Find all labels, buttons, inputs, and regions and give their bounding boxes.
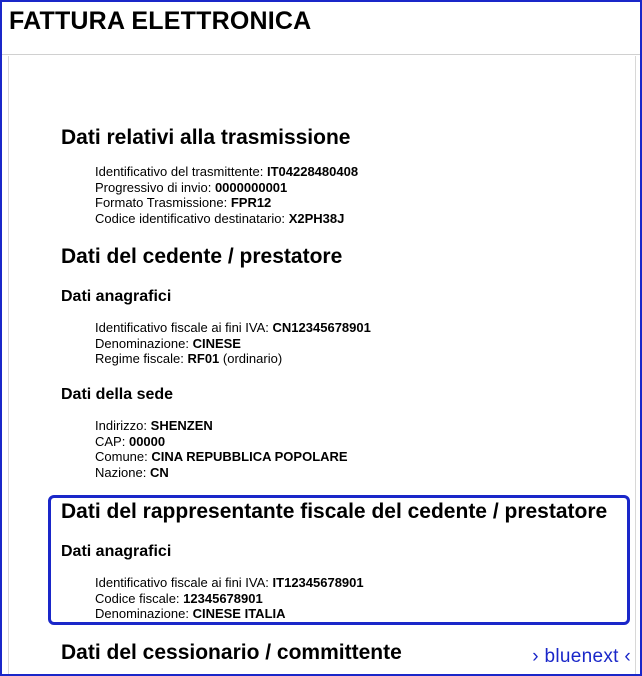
section-heading-trasmissione: Dati relativi alla trasmissione bbox=[61, 126, 351, 149]
bluenext-logo bbox=[532, 646, 631, 668]
field-row bbox=[95, 180, 358, 196]
section-heading-cessionario: Dati del cessionario / committente bbox=[61, 641, 402, 664]
field-row bbox=[95, 418, 348, 434]
field-label: Nazione: bbox=[95, 464, 147, 480]
field-row bbox=[95, 320, 371, 336]
field-value: CINA REPUBBLICA POPOLARE bbox=[151, 449, 348, 464]
field-value: SHENZEN bbox=[150, 418, 213, 433]
field-label: Codice identificativo destinatario: bbox=[95, 210, 286, 226]
field-value: CN12345678901 bbox=[272, 320, 371, 335]
field-value: 00000 bbox=[128, 433, 166, 449]
field-label: Formato Trasmissione: bbox=[95, 195, 228, 210]
field-label: Identificativo del trasmittente: bbox=[95, 164, 264, 179]
field-label: Denominazione: bbox=[95, 606, 189, 621]
subsection-heading-anagrafici: Dati anagrafici bbox=[61, 288, 172, 305]
field-row bbox=[95, 606, 364, 622]
field-value: CINESE ITALIA bbox=[192, 606, 286, 621]
subsection-heading-sede: Dati della sede bbox=[61, 386, 174, 403]
chevron-right-icon: › bbox=[532, 646, 539, 667]
document-title: FATTURA ELETTRONICA bbox=[9, 7, 312, 35]
field-row bbox=[95, 591, 364, 607]
field-row bbox=[95, 336, 371, 352]
field-label: Identificativo fiscale ai fini IVA: bbox=[95, 575, 269, 590]
field-value: X2PH38J bbox=[288, 210, 345, 226]
field-row bbox=[95, 434, 348, 450]
field-row bbox=[95, 195, 358, 211]
cedente-anagrafici-details bbox=[95, 320, 371, 367]
field-label: Regime fiscale: bbox=[95, 351, 184, 366]
field-label: CAP: bbox=[95, 433, 126, 449]
field-value: 12345678901 bbox=[183, 590, 263, 606]
field-row bbox=[95, 164, 358, 180]
cedente-sede-details bbox=[95, 418, 348, 480]
field-row bbox=[95, 211, 358, 227]
title-bar bbox=[2, 2, 640, 55]
subsection-heading-rappresentante-anagrafici: Dati anagrafici bbox=[61, 543, 172, 560]
field-value: FPR12 bbox=[230, 195, 272, 210]
field-label: Progressivo di invio: bbox=[95, 179, 212, 195]
field-row bbox=[95, 351, 371, 367]
rappresentante-anagrafici-details bbox=[95, 575, 364, 622]
field-value: CINESE bbox=[192, 335, 241, 351]
section-heading-cedente: Dati del cedente / prestatore bbox=[61, 245, 343, 268]
field-row bbox=[95, 449, 348, 465]
field-value: IT12345678901 bbox=[272, 575, 364, 590]
field-label: Denominazione: bbox=[95, 335, 189, 351]
field-row bbox=[95, 575, 364, 591]
field-label: Comune: bbox=[95, 449, 148, 464]
field-value: 0000000001 bbox=[214, 179, 288, 195]
trasmissione-details bbox=[95, 164, 358, 226]
field-value: IT04228480408 bbox=[266, 164, 359, 179]
field-label: Identificativo fiscale ai fini IVA: bbox=[95, 320, 269, 335]
field-note: (ordinario) bbox=[222, 351, 283, 366]
field-value: CN bbox=[149, 464, 169, 480]
logo-text: bluenext bbox=[544, 646, 619, 667]
field-label: Indirizzo: bbox=[95, 418, 148, 433]
section-heading-rappresentante: Dati del rappresentante fiscale del cedente / prestatore bbox=[61, 500, 608, 523]
field-row bbox=[95, 465, 348, 481]
field-value: RF01 bbox=[187, 351, 220, 366]
field-label: Codice fiscale: bbox=[95, 590, 180, 606]
chevron-left-icon: ‹ bbox=[624, 646, 631, 667]
